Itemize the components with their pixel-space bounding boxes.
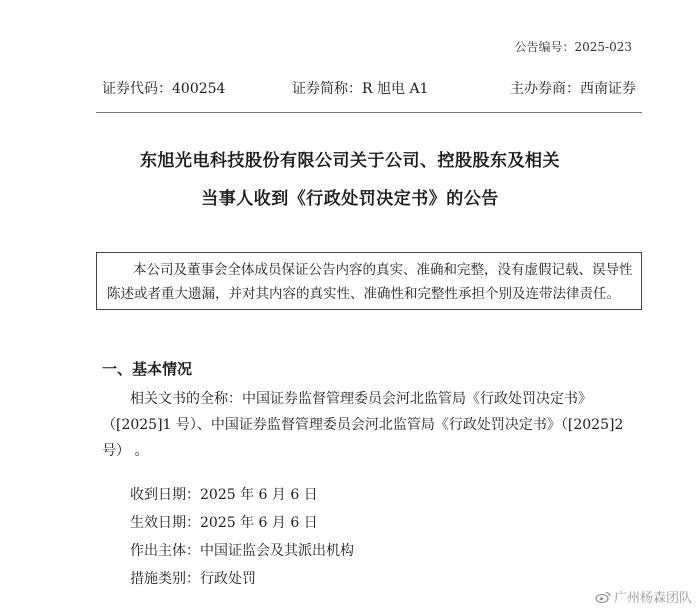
document-title-line-2: 当事人收到《行政处罚决定书》的公告 (201, 189, 499, 209)
stock-code: 证券代码：400254 (102, 81, 226, 97)
disclaimer-line-1: 本公司及董事会全体成员保证公告内容的真实、准确和完整，没有虚假记载、误导性 (133, 262, 633, 278)
disclaimer-line-2: 陈述或者重大遗漏，并对其内容的真实性、准确性和完整性承担个别及连带法律责任。 (107, 286, 620, 302)
measure-type: 措施类别：行政处罚 (130, 571, 256, 587)
stock-abbreviation: 证券简称：R 旭电 A1 (292, 81, 429, 97)
effective-date: 生效日期：2025 年 6 月 6 日 (130, 515, 318, 531)
document-name-line-3: 号） 。 (102, 443, 149, 459)
sponsor-broker: 主办券商：西南证券 (510, 81, 636, 97)
disclaimer-box (96, 252, 642, 310)
watermark (595, 587, 692, 606)
document-name-line-2: （[2025]1 号）、中国证券监督管理委员会河北监管局《行政处罚决定书》（[2025]2 (102, 417, 624, 433)
weibo-icon (595, 591, 611, 603)
header-divider (96, 112, 642, 113)
document-name-line-1: 相关文书的全称：中国证券监督管理委员会河北监管局《行政处罚决定书》 (130, 391, 592, 407)
watermark-text: 广州杨森团队 (613, 591, 692, 606)
document-title-line-1: 东旭光电科技股份有限公司关于公司、控股股东及相关 (140, 151, 560, 171)
security-info-row (102, 78, 636, 100)
section-heading-basic-info: 一、基本情况 (102, 360, 193, 378)
announcement-number: 公告编号：2025-023 (514, 40, 632, 54)
received-date: 收到日期：2025 年 6 月 6 日 (130, 487, 318, 503)
issuing-authority: 作出主体：中国证监会及其派出机构 (130, 543, 354, 559)
